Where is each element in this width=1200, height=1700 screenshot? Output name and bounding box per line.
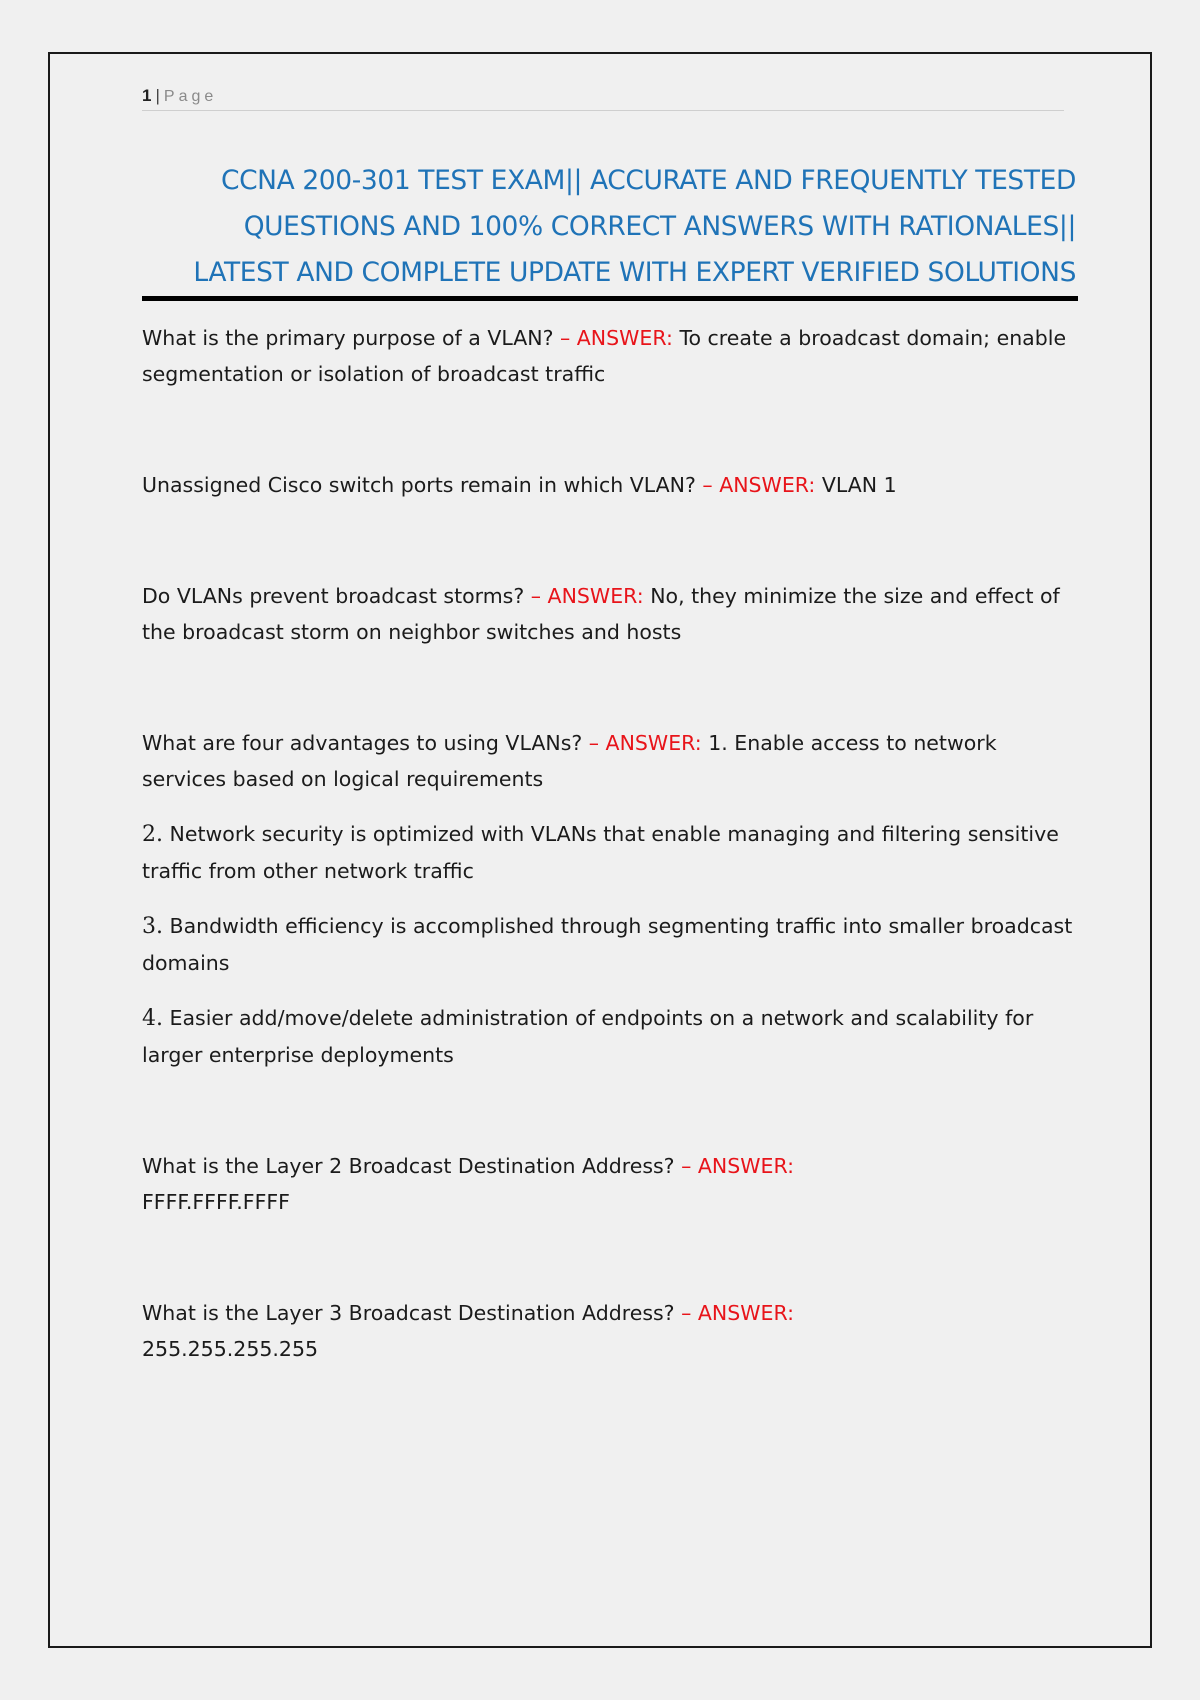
document-page <box>48 52 1152 1648</box>
answer-label: – ANSWER: <box>560 326 673 350</box>
page-number: 1 <box>142 86 152 105</box>
qa-item <box>142 1295 1082 1367</box>
answer-text: FFFF.FFFF.FFFF <box>142 1190 290 1214</box>
answer-label: – ANSWER: <box>681 1301 794 1325</box>
question-text: What is the Layer 2 Broadcast Destination Address? <box>142 1154 675 1178</box>
question-text: Unassigned Cisco switch ports remain in which VLAN? <box>142 473 696 497</box>
advantage-number: 4. <box>142 1006 163 1031</box>
answer-text: No, they minimize the size and effect of the broadcast storm on neighbor switches and hosts <box>142 584 1060 644</box>
qa-paragraph <box>142 1295 1082 1331</box>
qa-answer-line <box>142 1184 1082 1220</box>
qa-paragraph <box>142 320 1082 392</box>
advantage-item <box>142 1000 1082 1073</box>
title-line-3: LATEST AND COMPLETE UPDATE WITH EXPERT VERIFIED SOLUTIONS <box>193 257 1076 288</box>
answer-label: – ANSWER: <box>681 1154 794 1178</box>
answer-text: 255.255.255.255 <box>142 1337 319 1361</box>
advantage-item <box>142 816 1082 889</box>
answer-text: VLAN 1 <box>821 473 897 497</box>
question-text: What is the primary purpose of a VLAN? <box>142 326 554 350</box>
qa-answer-line <box>142 1331 1082 1367</box>
qa-paragraph <box>142 1148 1082 1184</box>
title-line-2: QUESTIONS AND 100% CORRECT ANSWERS WITH RATIONALES|| <box>243 211 1076 242</box>
header-separator: | <box>155 86 160 105</box>
qa-paragraph <box>142 578 1082 650</box>
page-header <box>142 86 1064 111</box>
advantage-text: Network security is optimized with VLANs that enable managing and filtering sensitive traffic from other network traffic <box>142 822 1059 883</box>
qa-item <box>142 467 1082 503</box>
qa-item <box>142 725 1082 1073</box>
advantage-number: 2. <box>142 822 163 847</box>
advantage-item <box>142 908 1082 981</box>
qa-item <box>142 578 1082 650</box>
qa-paragraph <box>142 725 1082 797</box>
advantage-text: Bandwidth efficiency is accomplished through segmenting traffic into smaller broadcast domains <box>142 914 1073 975</box>
answer-label: – ANSWER: <box>588 731 702 755</box>
qa-list <box>142 320 1082 1367</box>
answer-label: – ANSWER: <box>702 473 816 497</box>
qa-item <box>142 1148 1082 1220</box>
qa-paragraph <box>142 467 1082 503</box>
answer-text: To create a broadcast domain; enable segmentation or isolation of broadcast traffic <box>142 326 1067 386</box>
title-line-1: CCNA 200-301 TEST EXAM|| ACCURATE AND FREQUENTLY TESTED <box>220 165 1076 196</box>
answer-text: 1. Enable access to network services based on logical requirements <box>142 731 997 791</box>
advantage-text: Easier add/move/delete administration of endpoints on a network and scalability for larger enterprise deployments <box>142 1006 1034 1067</box>
question-text: Do VLANs prevent broadcast storms? <box>142 584 525 608</box>
qa-item <box>142 320 1082 392</box>
page-label: Page <box>163 88 218 105</box>
document-title <box>142 158 1076 296</box>
question-text: What are four advantages to using VLANs? <box>142 731 583 755</box>
answer-label: – ANSWER: <box>530 584 644 608</box>
advantage-number: 3. <box>142 914 163 939</box>
question-text: What is the Layer 3 Broadcast Destination Address? <box>142 1301 675 1325</box>
title-underline <box>142 296 1078 301</box>
